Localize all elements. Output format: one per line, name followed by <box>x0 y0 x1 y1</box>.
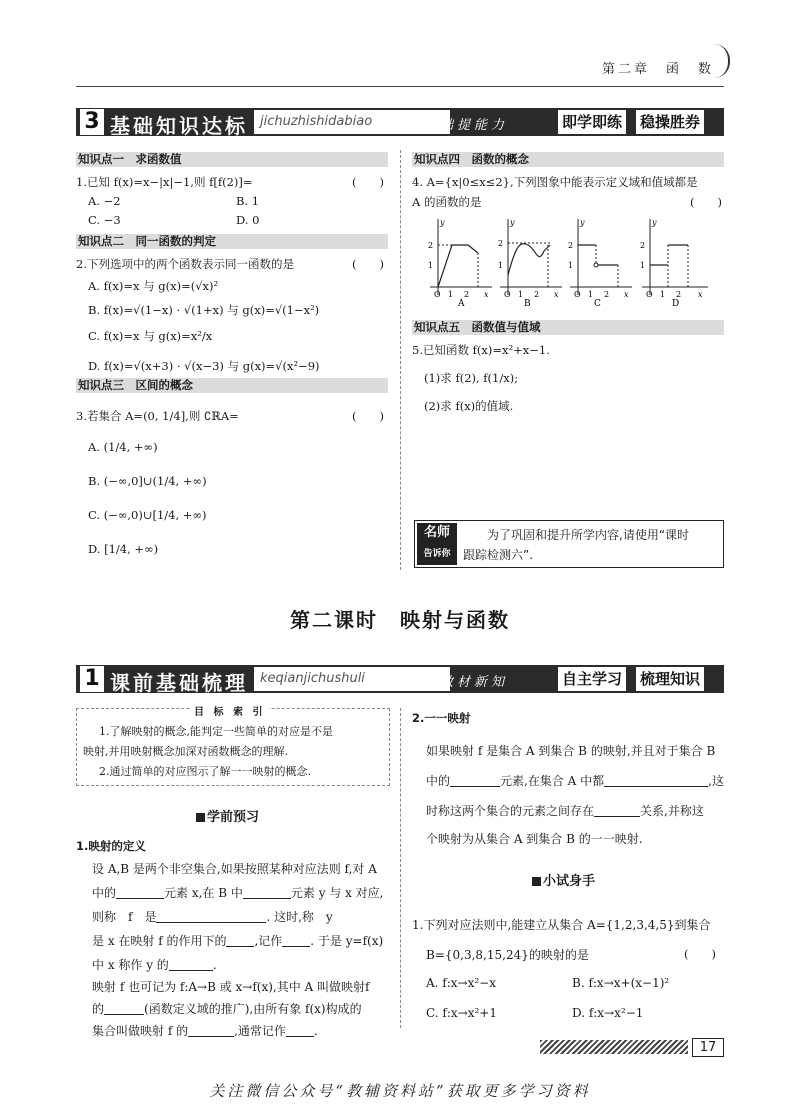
banner-number: 1 <box>80 666 104 692</box>
mapping-line-4: 是 x 在映射 f 的作用下的 ,记作 . 于是 y=f(x) <box>92 934 384 948</box>
teacher-badge <box>417 523 457 565</box>
svg-text:x: x <box>484 290 489 299</box>
section-head-3: 知识点三 区间的概念 <box>76 378 388 393</box>
svg-text:O: O <box>646 290 653 299</box>
preview-heading: 学前预习 <box>196 806 259 825</box>
graph-label-d: D <box>672 299 680 307</box>
banner-title: 基础知识达标 <box>110 114 248 138</box>
svg-text:2: 2 <box>676 290 682 299</box>
svg-text:x: x <box>624 290 629 299</box>
graph-label-b: B <box>524 299 531 307</box>
mapping-line-3: 则称 f 是 . 这时,称 y <box>92 910 333 924</box>
svg-text:1: 1 <box>640 261 646 270</box>
section-head-4: 知识点四 函数的概念 <box>412 152 724 167</box>
svg-text:y: y <box>652 218 657 227</box>
svg-text:2: 2 <box>498 239 504 248</box>
badge-subtext: 告诉你 <box>423 549 451 559</box>
column-divider-2 <box>400 708 401 1028</box>
option-2b: B. f(x)=√(1−x) · √(1+x) 与 g(x)=√(1−x²) <box>88 303 320 317</box>
graph-a <box>420 215 496 307</box>
question-1: 1.已知 f(x)=x−|x|−1,则 f[f(2)]= <box>76 175 253 189</box>
tip-line-2: 跟踪检测六”. <box>463 548 534 562</box>
mapping-line-6: 映射 f 也可记为 f:A→B 或 x→f(x),其中 A 叫做映射f <box>92 980 370 994</box>
mapping-line-1: 设 A,B 是两个非空集合,如果按照某种对应法则 f,对 A <box>92 862 377 876</box>
banner-title: 课前基础梳理 <box>110 671 248 695</box>
option-2c: C. f(x)=x 与 g(x)=x²/x <box>88 329 213 343</box>
question-3: 3.若集合 A=(0, 1/4],则 ∁ℝA= <box>76 409 239 423</box>
mapping-option-a: A. f:x→x²−x <box>426 976 497 990</box>
mapping-question-line-2: B={0,3,8,15,24}的映射的是 <box>426 948 589 962</box>
option-3b: B. (−∞,0]∪(1/4, +∞) <box>88 474 207 488</box>
footer-note: 关注微信公众号“教辅资料站”获取更多学习资料 <box>209 1082 591 1100</box>
svg-text:y: y <box>580 218 585 227</box>
svg-text:2: 2 <box>604 290 610 299</box>
page-number: 17 <box>692 1038 724 1057</box>
option-3a: A. (1/4, +∞) <box>88 440 158 454</box>
graph-label-a: A <box>458 299 465 307</box>
banner-tag-1: 自主学习 <box>558 667 626 691</box>
one-to-one-line-2: 中的 元素,在集合 A 中都 ,这 <box>426 774 724 788</box>
svg-text:y: y <box>510 218 515 227</box>
option-1a: A. −2 <box>88 194 121 208</box>
option-3d: D. [1/4, +∞) <box>88 542 159 556</box>
option-2a: A. f(x)=x 与 g(x)=(√x)² <box>88 279 219 293</box>
mapping-answer-paren: ( ) <box>684 947 716 961</box>
answer-paren-3: ( ) <box>352 409 384 423</box>
svg-text:x: x <box>554 290 559 299</box>
svg-text:1: 1 <box>448 290 454 299</box>
graph-c <box>560 215 636 307</box>
svg-text:2: 2 <box>534 290 540 299</box>
teacher-tip-box <box>414 520 724 568</box>
one-to-one-line-3: 时称这两个集合的元素之间存在 关系,并称这 <box>426 804 704 818</box>
question-4-line1: 4. A={x|0≤x≤2},下列图象中能表示定义域和值域都是 <box>412 175 698 189</box>
mapping-line-5: 中 x 称作 y 的 . <box>92 958 217 972</box>
question-5-part2: (2)求 f(x)的值域. <box>424 399 514 413</box>
question-5: 5.已知函数 f(x)=x²+x−1. <box>412 343 550 357</box>
option-1b: B. 1 <box>236 194 260 208</box>
question-4-line2: A 的函数的是 <box>412 195 482 209</box>
svg-text:1: 1 <box>498 261 504 270</box>
column-divider <box>400 150 401 570</box>
mapping-line-8: 集合叫做映射 f 的 ,通常记作 . <box>92 1024 318 1038</box>
option-1c: C. −3 <box>88 213 121 227</box>
svg-text:2: 2 <box>464 290 470 299</box>
mapping-option-b: B. f:x→x+(x−1)² <box>572 976 670 990</box>
svg-text:x: x <box>698 290 703 299</box>
section-banner-preview <box>76 665 724 693</box>
objective-line-3: 2.通过简单的对应图示了解一一映射的概念. <box>99 765 311 778</box>
mapping-def-heading: 1.映射的定义 <box>76 839 146 853</box>
answer-paren-2: ( ) <box>352 257 384 271</box>
section-head-2: 知识点二 同一函数的判定 <box>76 234 388 249</box>
mapping-line-7: 的 (函数定义域的推广),由所有象 f(x)构成的 <box>92 1002 362 1016</box>
banner-tag-2: 梳理知识 <box>636 667 704 691</box>
mapping-question-line-1: 1.下列对应法则中,能建立从集合 A={1,2,3,4,5}到集合 <box>412 918 711 932</box>
svg-text:O: O <box>504 290 511 299</box>
question-5-part1: (1)求 f(2), f(1/x); <box>424 371 519 385</box>
graph-b <box>490 215 566 307</box>
section-head-1: 知识点一 求函数值 <box>76 152 388 167</box>
banner-pinyin: keqianjichushuli <box>254 667 450 691</box>
mapping-option-d: D. f:x→x²−1 <box>572 1006 644 1020</box>
header-bracket <box>714 44 730 78</box>
svg-text:1: 1 <box>568 261 574 270</box>
answer-paren-1: ( ) <box>352 175 384 189</box>
heading-marker-icon <box>532 877 541 886</box>
banner-pinyin: jichuzhishidabiao <box>254 110 450 134</box>
tip-line-1: 为了巩固和提升所学内容,请使用“课时 <box>487 528 690 542</box>
mapping-option-c: C. f:x→x²+1 <box>426 1006 497 1020</box>
option-1d: D. 0 <box>236 213 260 227</box>
badge-text: 名师 <box>423 525 450 540</box>
option-2d: D. f(x)=√(x+3) · √(x−3) 与 g(x)=√(x²−9) <box>88 359 320 373</box>
svg-text:2: 2 <box>568 241 574 250</box>
banner-motto: 练基础提能力 <box>406 118 509 133</box>
mapping-line-2: 中的 元素 x,在 B 中 元素 y 与 x 对应, <box>92 886 384 900</box>
banner-motto: 透解教材新知 <box>406 675 509 690</box>
objectives-box <box>76 708 390 786</box>
header-rule <box>76 86 724 87</box>
svg-text:1: 1 <box>428 261 434 270</box>
lesson-title: 第二课时 映射与函数 <box>290 608 510 632</box>
one-to-one-line-4: 个映射为从集合 A 到集合 B 的一一映射. <box>426 832 643 846</box>
one-to-one-heading: 2.一一映射 <box>412 711 471 725</box>
objective-line-2: 映射,并用映射概念加深对函数概念的理解. <box>83 745 288 758</box>
section-head-5: 知识点五 函数值与值域 <box>412 320 724 335</box>
graph-d <box>632 215 712 307</box>
heading-marker-icon <box>196 813 205 822</box>
page-number-decoration <box>540 1040 688 1054</box>
answer-paren-4: ( ) <box>690 195 722 209</box>
section-banner-basics <box>76 108 724 136</box>
svg-text:O: O <box>434 290 441 299</box>
svg-text:1: 1 <box>518 290 524 299</box>
svg-text:O: O <box>574 290 581 299</box>
objectives-label: 目 标 索 引 <box>190 703 269 718</box>
banner-number: 3 <box>80 109 104 135</box>
svg-text:2: 2 <box>428 241 434 250</box>
svg-text:1: 1 <box>588 290 594 299</box>
svg-text:y: y <box>440 218 445 227</box>
option-3c: C. (−∞,0)∪[1/4, +∞) <box>88 508 207 522</box>
question-2: 2.下列选项中的两个函数表示同一函数的是 <box>76 257 294 271</box>
objective-line-1: 1.了解映射的概念,能判定一些简单的对应是不是 <box>99 725 333 738</box>
banner-tag-1: 即学即练 <box>558 110 626 134</box>
banner-tag-2: 稳操胜券 <box>636 110 704 134</box>
one-to-one-line-1: 如果映射 f 是集合 A 到集合 B 的映射,并且对于集合 B <box>426 744 716 758</box>
trial-heading: 小试身手 <box>532 870 595 889</box>
graph-label-c: C <box>594 299 601 307</box>
svg-text:1: 1 <box>660 290 666 299</box>
svg-text:2: 2 <box>640 241 646 250</box>
running-head: 第二章 函 数 <box>601 62 714 77</box>
